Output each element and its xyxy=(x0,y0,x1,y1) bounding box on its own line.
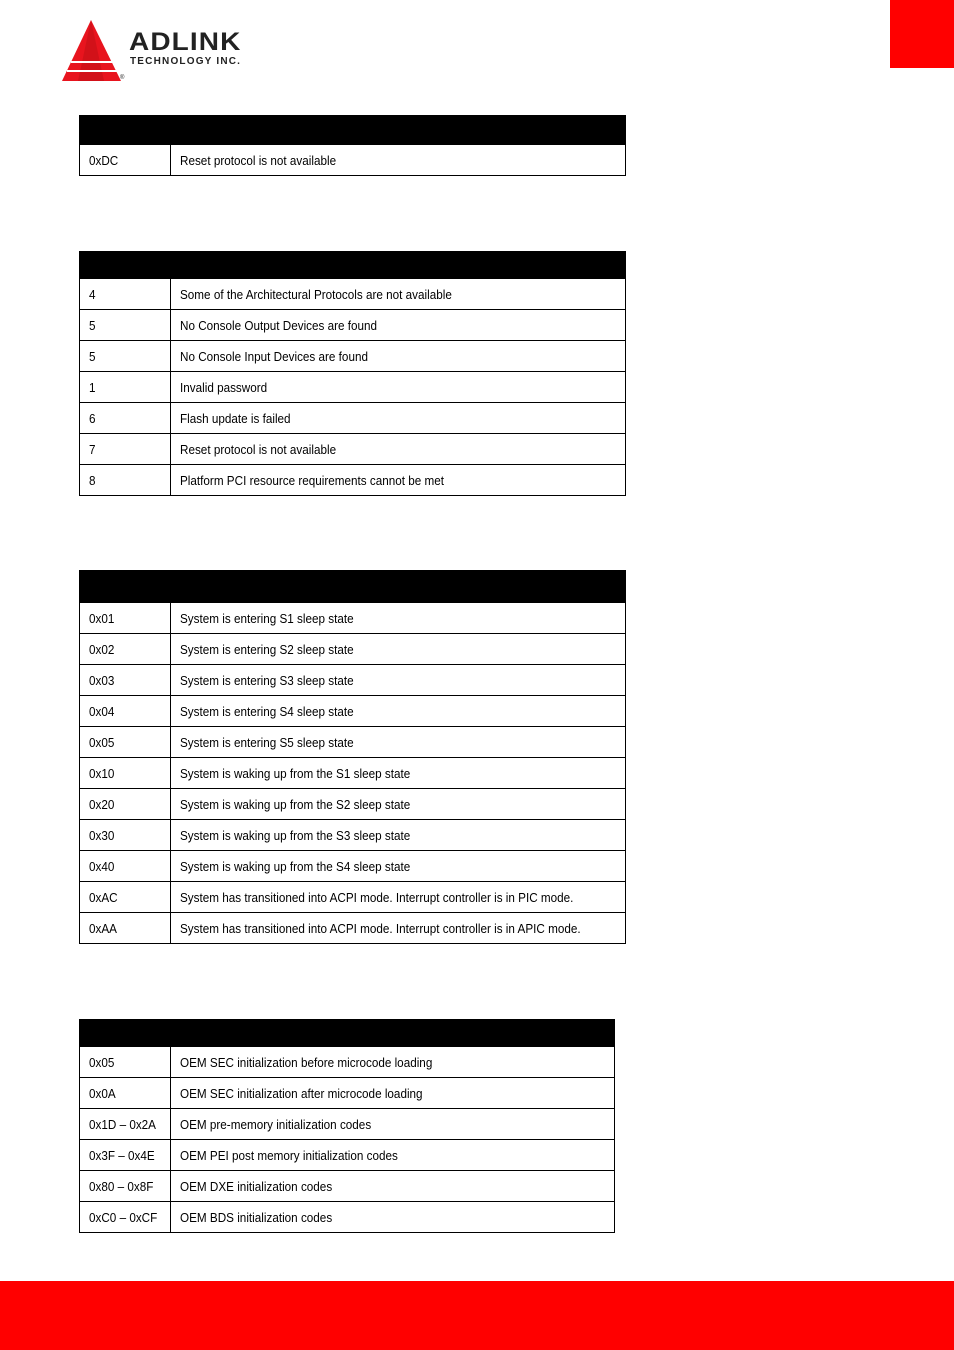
code-cell: 0x05 xyxy=(89,1054,115,1070)
table-row xyxy=(80,1202,615,1233)
table-row xyxy=(80,1140,615,1171)
brand-name: ADLINK xyxy=(129,28,242,56)
brand-tagline: TECHNOLOGY INC. xyxy=(130,56,242,67)
code-table-1 xyxy=(79,115,626,176)
table-row xyxy=(80,851,626,882)
registered-mark: ® xyxy=(120,75,125,81)
description-cell: OEM PEI post memory initialization codes xyxy=(180,1147,398,1163)
code-cell: 0x01 xyxy=(89,610,115,626)
code-cell: 0xC0 – 0xCF xyxy=(89,1209,158,1225)
description-cell: System is entering S5 sleep state xyxy=(180,734,354,750)
table-header-bar xyxy=(80,571,626,603)
description-cell: System has transitioned into ACPI mode. Interrupt controller is in APIC mode. xyxy=(180,920,581,936)
code-cell: 0xDC xyxy=(89,152,119,168)
description-cell: OEM SEC initialization after microcode loading xyxy=(180,1085,423,1101)
description-cell: No Console Input Devices are found xyxy=(180,348,368,364)
description-cell: System is waking up from the S3 sleep state xyxy=(180,827,411,843)
code-cell: 5 xyxy=(89,348,96,364)
code-cell: 0x80 – 0x8F xyxy=(89,1178,154,1194)
description-cell: Some of the Architectural Protocols are not available xyxy=(180,286,452,302)
table-row xyxy=(80,789,626,820)
description-cell: Platform PCI resource requirements cannot be met xyxy=(180,472,445,488)
code-cell: 6 xyxy=(89,410,96,426)
description-cell: System is entering S4 sleep state xyxy=(180,703,354,719)
table-header-bar xyxy=(80,1020,615,1047)
table-row xyxy=(80,310,626,341)
adlink-triangle-icon xyxy=(58,18,128,84)
adlink-logo xyxy=(58,18,278,86)
table-header-bar xyxy=(80,116,626,145)
corner-tab xyxy=(890,0,954,68)
description-cell: OEM SEC initialization before microcode loading xyxy=(180,1054,433,1070)
description-cell: System is entering S2 sleep state xyxy=(180,641,354,657)
description-cell: Reset protocol is not available xyxy=(180,152,337,168)
code-cell: 0xAA xyxy=(89,920,117,936)
description-cell: Invalid password xyxy=(180,379,268,395)
code-cell: 0x0A xyxy=(89,1085,116,1101)
code-cell: 5 xyxy=(89,317,96,333)
description-cell: System is entering S3 sleep state xyxy=(180,672,354,688)
code-cell: 0x03 xyxy=(89,672,115,688)
footer-bar xyxy=(0,1281,954,1350)
table-row xyxy=(80,465,626,496)
table-row xyxy=(80,882,626,913)
code-cell: 0x30 xyxy=(89,827,115,843)
description-cell: No Console Output Devices are found xyxy=(180,317,378,333)
description-cell: System is waking up from the S4 sleep state xyxy=(180,858,411,874)
description-cell: System has transitioned into ACPI mode. Interrupt controller is in PIC mode. xyxy=(180,889,574,905)
table-row xyxy=(80,634,626,665)
code-cell: 1 xyxy=(89,379,96,395)
code-cell: 0x05 xyxy=(89,734,115,750)
table-row xyxy=(80,913,626,944)
table-row xyxy=(80,279,626,310)
table-header-bar xyxy=(80,252,626,279)
table-row xyxy=(80,758,626,789)
table-row xyxy=(80,145,626,176)
description-cell: System is waking up from the S2 sleep state xyxy=(180,796,411,812)
description-cell: Flash update is failed xyxy=(180,410,291,426)
code-cell: 0x20 xyxy=(89,796,115,812)
table-row xyxy=(80,1078,615,1109)
code-cell: 0x10 xyxy=(89,765,115,781)
code-cell: 0x04 xyxy=(89,703,115,719)
table-row xyxy=(80,1047,615,1078)
table-row xyxy=(80,820,626,851)
code-cell: 0x40 xyxy=(89,858,115,874)
description-cell: OEM BDS initialization codes xyxy=(180,1209,333,1225)
code-cell: 0xAC xyxy=(89,889,118,905)
code-cell: 8 xyxy=(89,472,96,488)
table-row xyxy=(80,696,626,727)
code-cell: 4 xyxy=(89,286,96,302)
description-cell: System is waking up from the S1 sleep state xyxy=(180,765,411,781)
table-row xyxy=(80,341,626,372)
code-table-3 xyxy=(79,570,626,944)
table-row xyxy=(80,403,626,434)
code-cell: 7 xyxy=(89,441,96,457)
code-cell: 0x3F – 0x4E xyxy=(89,1147,155,1163)
code-table-4 xyxy=(79,1019,615,1233)
table-row xyxy=(80,1109,615,1140)
code-table-2 xyxy=(79,251,626,496)
table-row xyxy=(80,665,626,696)
code-cell: 0x02 xyxy=(89,641,115,657)
table-row xyxy=(80,372,626,403)
description-cell: OEM DXE initialization codes xyxy=(180,1178,333,1194)
description-cell: Reset protocol is not available xyxy=(180,441,337,457)
table-row xyxy=(80,603,626,634)
table-row xyxy=(80,1171,615,1202)
description-cell: System is entering S1 sleep state xyxy=(180,610,354,626)
description-cell: OEM pre-memory initialization codes xyxy=(180,1116,372,1132)
table-row xyxy=(80,727,626,758)
table-row xyxy=(80,434,626,465)
code-cell: 0x1D – 0x2A xyxy=(89,1116,156,1132)
